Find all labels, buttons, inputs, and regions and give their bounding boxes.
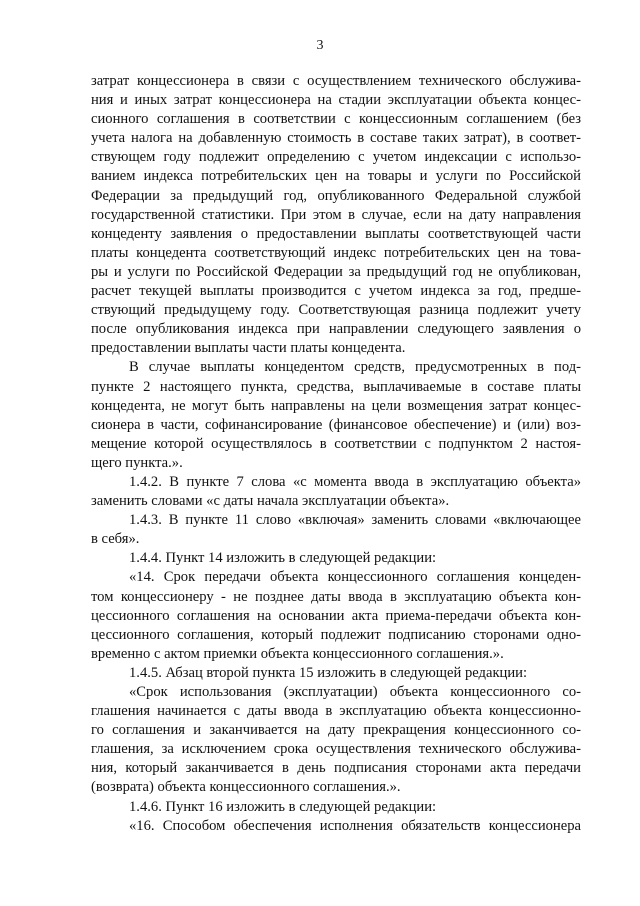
text-line: 1.4.6. Пункт 16 изложить в следующей редакции: (129, 798, 437, 815)
text-line: сионного соглашения в соответствии с концессионным соглашением (без (91, 111, 581, 128)
paragraph (91, 664, 581, 683)
text-line: предоставлении выплаты части платы концедента. (91, 340, 406, 357)
text-line: платы концедента соответствующий индекс потребительских цен на това- (91, 244, 581, 261)
text-line: учета налога на добавленную стоимость в составе таких затрат), в соответ- (91, 130, 581, 147)
text-line: после опубликования индекса при направлении следующего заявления о (91, 321, 581, 338)
paragraph (91, 817, 581, 836)
text-line: щего пункта.». (91, 454, 183, 471)
text-line: цессионного соглашения, который подлежит подписанию сторонами одно- (91, 626, 581, 643)
paragraph (91, 549, 581, 568)
text-line: ры и услуги по Российской Федерации за предыдущий год не опубликован, (91, 263, 581, 280)
paragraph (91, 473, 581, 511)
text-line: мещение которой осуществлялось в соответствии с подпунктом 2 настоя- (91, 435, 581, 452)
text-line: 1.4.2. В пункте 7 слова «с момента ввода в эксплуатацию объекта» (129, 473, 581, 490)
text-line: «16. Способом обеспечения исполнения обязательств концессионера (129, 817, 581, 834)
text-line: глашения, за исключением срока осуществления технического обслужива- (91, 741, 581, 758)
text-line: «14. Срок передачи объекта концессионного соглашения концеден- (129, 569, 581, 586)
text-line: Федерации за предыдущий год, опубликованного Федеральной службой (91, 187, 581, 204)
document-body (91, 72, 581, 836)
text-line: ния, который заканчивается в день подписания сторонами акта передачи (91, 760, 581, 777)
text-line: затрат концессионера в связи с осуществлением технического обслужива- (91, 73, 581, 89)
paragraph (91, 568, 581, 663)
text-line: расчет текущей выплаты производится с учетом индекса за год, предше- (91, 283, 581, 300)
paragraph (91, 72, 581, 358)
text-line: сионера в части, софинансирование (финансовое обеспечение) и (или) воз- (91, 416, 581, 433)
text-line: «Срок использования (эксплуатации) объекта концессионного со- (129, 684, 581, 700)
text-line: ствующем году подлежит определению с учетом индексации с использо- (91, 149, 581, 166)
text-line: государственной статистики. При этом в случае, если на дату направления (91, 206, 581, 223)
text-line: том концессионеру - не позднее даты ввода в эксплуатацию объекта кон- (91, 588, 581, 605)
text-line: 1.4.5. Абзац второй пункта 15 изложить в следующей редакции: (129, 664, 528, 681)
text-line: цессионного соглашения на основании акта приема-передачи объекта кон- (91, 607, 581, 624)
text-line: временно с актом приемки объекта концессионного соглашения.». (91, 645, 504, 662)
text-line: ния и иных затрат концессионера на стадии эксплуатации объекта концес- (91, 92, 581, 109)
text-line: в себя». (91, 531, 140, 548)
paragraph (91, 683, 581, 798)
text-line: (возврата) объекта концессионного соглашения.». (91, 779, 401, 796)
text-line: го соглашения и заканчивается на дату прекращения концессионного со- (91, 722, 581, 739)
text-line: заменить словами «с даты начала эксплуатации объекта». (91, 493, 450, 510)
paragraph (91, 798, 581, 817)
text-line: 1.4.3. В пункте 11 слово «включая» заменить словами «включающее (129, 512, 581, 529)
text-line: пункте 2 настоящего пункта, средства, выплачиваемые в составе платы (91, 378, 581, 395)
paragraph (91, 511, 581, 549)
text-line: ванием индекса потребительских цен на товары и услуги по Российской (91, 168, 581, 185)
paragraph (91, 358, 581, 473)
text-line: концеденту заявления о предоставлении выплаты соответствующей части (91, 225, 581, 242)
text-line: В случае выплаты концедентом средств, предусмотренных в под- (129, 359, 581, 376)
text-line: глашения начинается с даты ввода в эксплуатацию объекта концессионно- (91, 703, 581, 720)
text-line: ствующий предыдущему году. Соответствующая разница подлежит учету (91, 302, 581, 319)
text-line: 1.4.4. Пункт 14 изложить в следующей редакции: (129, 550, 437, 567)
text-line: концедента, не могут быть направлены на цели возмещения затрат концес- (91, 397, 581, 414)
page-number: 3 (316, 38, 324, 53)
